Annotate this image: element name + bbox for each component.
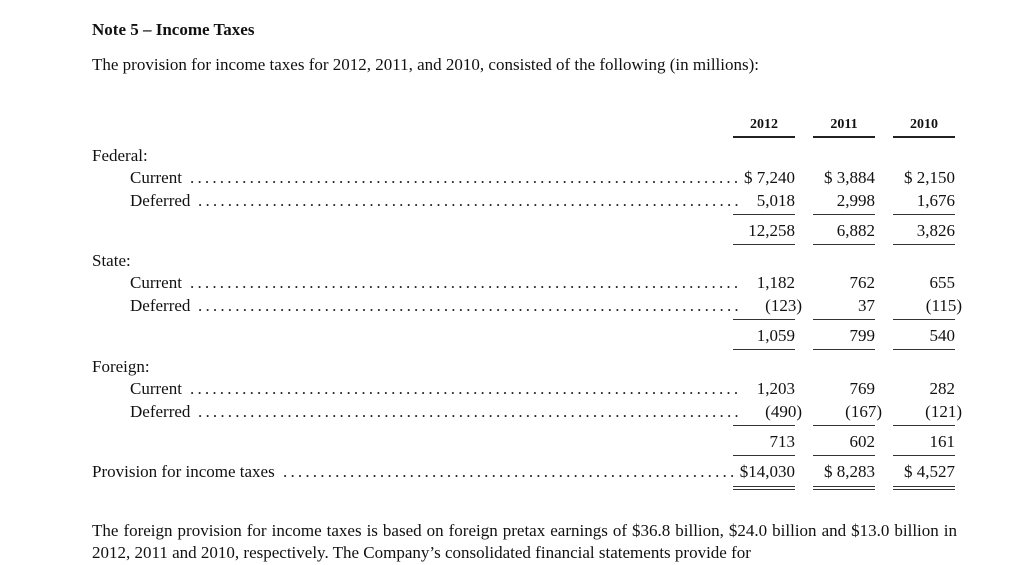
federal-subtotal-row bbox=[0, 221, 1031, 243]
note-title: Note 5 – Income Taxes bbox=[92, 20, 255, 39]
row-label: Current bbox=[130, 379, 182, 398]
underline bbox=[733, 214, 795, 215]
value-2011: 6,882 bbox=[836, 221, 875, 240]
section-heading-state bbox=[0, 251, 1031, 273]
underline bbox=[733, 319, 795, 320]
underline bbox=[813, 319, 875, 320]
value-2012: 1,203 bbox=[756, 379, 795, 398]
foreign-current-row bbox=[0, 379, 1031, 401]
value-2012: 713 bbox=[769, 432, 795, 451]
underline bbox=[893, 319, 955, 320]
value-2012: 12,258 bbox=[748, 221, 795, 240]
value-2012: 5,018 bbox=[756, 191, 795, 210]
value-2011: $ 8,283 bbox=[824, 462, 875, 481]
value-2010: 161 bbox=[929, 432, 955, 451]
value-2011: 37 bbox=[858, 296, 875, 315]
underline bbox=[893, 425, 955, 426]
underline bbox=[813, 455, 875, 456]
foreign-deferred-row bbox=[0, 402, 1031, 424]
row-label: Deferred bbox=[130, 296, 191, 315]
year-header-2012: 2012 bbox=[733, 117, 795, 138]
underline bbox=[733, 244, 795, 245]
leader-dots: ......................................................................... bbox=[198, 191, 742, 210]
underline bbox=[893, 455, 955, 456]
foreign-subtotal-row bbox=[0, 432, 1031, 454]
value-2010: 282 bbox=[929, 379, 955, 398]
value-2012: (123) bbox=[765, 296, 802, 315]
row-label: Current bbox=[130, 273, 182, 292]
section-heading-foreign bbox=[0, 357, 1031, 379]
value-2010: 1,676 bbox=[916, 191, 955, 210]
value-2010: 540 bbox=[929, 326, 955, 345]
federal-deferred-row bbox=[0, 191, 1031, 213]
value-2011: 799 bbox=[849, 326, 875, 345]
underline bbox=[733, 349, 795, 350]
value-2012: $ 7,240 bbox=[744, 168, 795, 187]
value-2011: 602 bbox=[849, 432, 875, 451]
value-2011: 769 bbox=[849, 379, 875, 398]
leader-dots: ......................................................................... bbox=[198, 296, 742, 315]
row-label: Current bbox=[130, 168, 182, 187]
state-current-row bbox=[0, 273, 1031, 295]
section-heading-federal bbox=[0, 146, 1031, 168]
row-label: State: bbox=[92, 251, 131, 270]
state-subtotal-row bbox=[0, 326, 1031, 348]
row-label: Federal: bbox=[92, 146, 148, 165]
underline bbox=[813, 214, 875, 215]
row-label: Foreign: bbox=[92, 357, 150, 376]
underline bbox=[733, 455, 795, 456]
federal-current-row bbox=[0, 168, 1031, 190]
state-deferred-row bbox=[0, 296, 1031, 318]
year-header-2011: 2011 bbox=[813, 117, 875, 138]
value-2010: (115) bbox=[925, 296, 962, 315]
value-2010: $ 2,150 bbox=[904, 168, 955, 187]
double-underline bbox=[893, 486, 955, 490]
row-label: Deferred bbox=[130, 191, 191, 210]
underline bbox=[733, 425, 795, 426]
underline bbox=[893, 349, 955, 350]
value-2010: $ 4,527 bbox=[904, 462, 955, 481]
value-2012: 1,059 bbox=[756, 326, 795, 345]
underline bbox=[813, 244, 875, 245]
double-underline bbox=[733, 486, 795, 490]
value-2012: 1,182 bbox=[756, 273, 795, 292]
value-2010: 3,826 bbox=[916, 221, 955, 240]
year-header-2010: 2010 bbox=[893, 117, 955, 138]
value-2011: 762 bbox=[849, 273, 875, 292]
underline bbox=[813, 349, 875, 350]
intro-paragraph: The provision for income taxes for 2012, 2011, and 2010, consisted of the following (in millions): bbox=[92, 55, 759, 74]
leader-dots: .......................................................................... bbox=[190, 379, 742, 398]
outro-paragraph: The foreign provision for income taxes is based on foreign pretax earnings of $36.8 billion, $24.0 billion and $13.0 billion in 2012, 2011 and 2010, respectively. The Company’s consolidated financial statements provide for bbox=[92, 521, 957, 562]
value-2011: (167) bbox=[845, 402, 882, 421]
underline bbox=[813, 425, 875, 426]
row-label: Provision for income taxes bbox=[92, 462, 275, 481]
underline bbox=[893, 244, 955, 245]
value-2010: (121) bbox=[925, 402, 962, 421]
value-2011: 2,998 bbox=[836, 191, 875, 210]
leader-dots: ............................................................. bbox=[283, 462, 738, 481]
leader-dots: ......................................................................... bbox=[198, 402, 742, 421]
value-2011: $ 3,884 bbox=[824, 168, 875, 187]
total-provision-row bbox=[0, 462, 1031, 484]
value-2010: 655 bbox=[929, 273, 955, 292]
leader-dots: .......................................................................... bbox=[190, 273, 742, 292]
underline bbox=[893, 214, 955, 215]
row-label: Deferred bbox=[130, 402, 191, 421]
value-2012: $14,030 bbox=[739, 462, 795, 481]
double-underline bbox=[813, 486, 875, 490]
leader-dots: .......................................................................... bbox=[190, 168, 742, 187]
value-2012: (490) bbox=[765, 402, 802, 421]
